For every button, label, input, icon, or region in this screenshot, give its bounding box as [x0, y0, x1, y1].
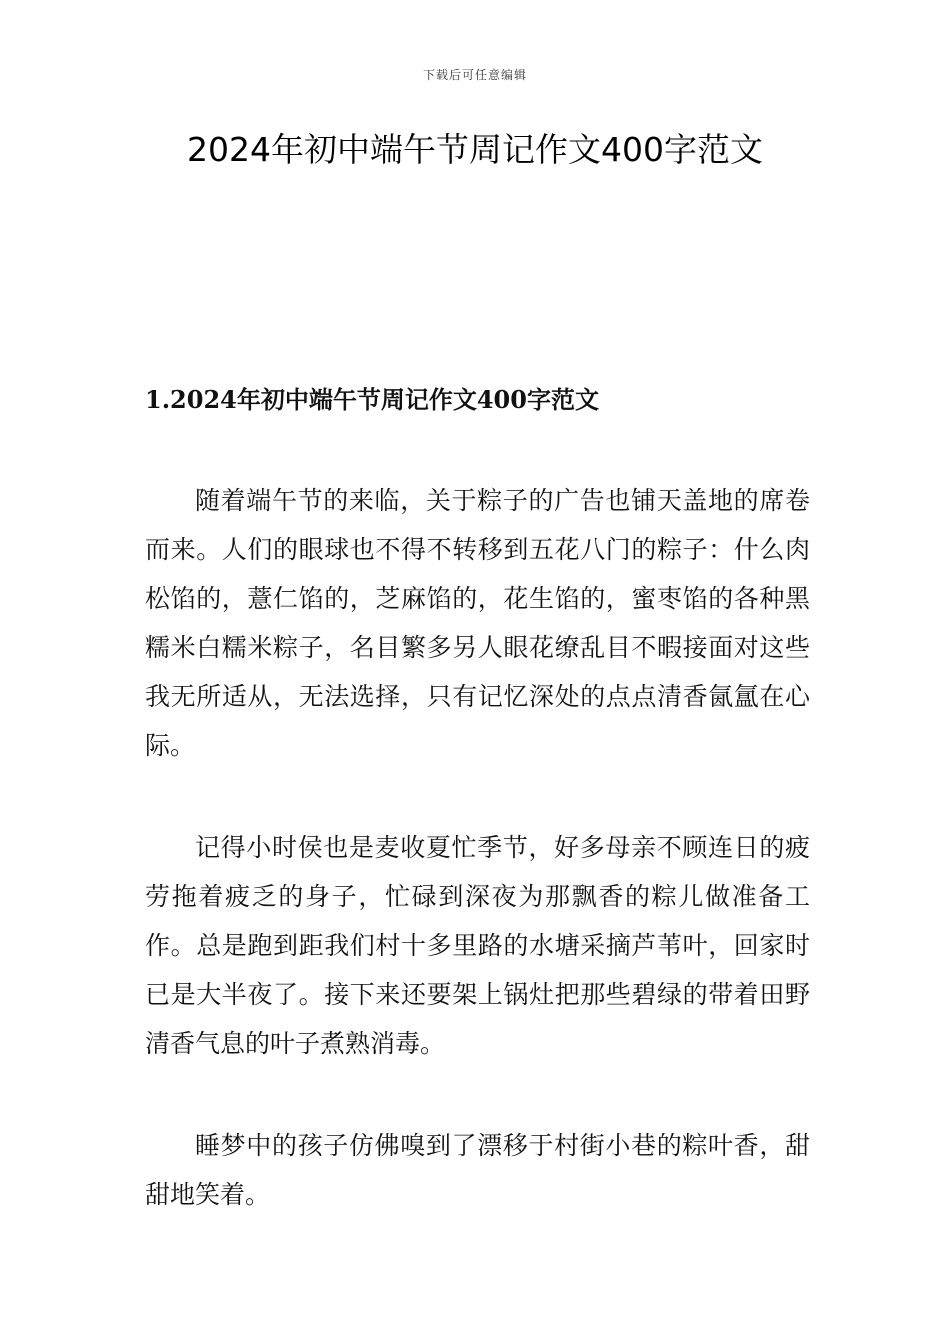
- header-note: 下载后可任意编辑: [422, 68, 527, 82]
- body-paragraph-1: 随着端午节的来临，关于粽子的广告也铺天盖地的席卷而来。人们的眼球也不得不转移到五花八门的粽子：什么肉松馅的，薏仁馅的，芝麻馅的，花生馅的，蜜枣馅的各种黑糯米白糯米粽子，名目繁多另人眼花缭乱目不暇接面对这些我无所适从，无法选择，只有记忆深处的点点清香氤氲在心际。: [145, 486, 810, 760]
- body-paragraph-3: 睡梦中的孩子仿佛嗅到了漂移于村街小巷的粽叶香，甜甜地笑着。: [145, 1131, 810, 1209]
- section-heading: 1.2024年初中端午节周记作文400字范文: [145, 385, 599, 414]
- body-paragraph-2: 记得小时侯也是麦收夏忙季节，好多母亲不顾连日的疲劳拖着疲乏的身子，忙碌到深夜为那飘香的粽儿做准备工作。总是跑到距我们村十多里路的水塘采摘芦苇叶，回家时已是大半夜了。接下来还要架上锅灶把那些碧绿的带着田野清香气息的叶子煮熟消毒。: [145, 833, 810, 1058]
- document-title: 2024年初中端午节周记作文400字范文: [187, 130, 763, 169]
